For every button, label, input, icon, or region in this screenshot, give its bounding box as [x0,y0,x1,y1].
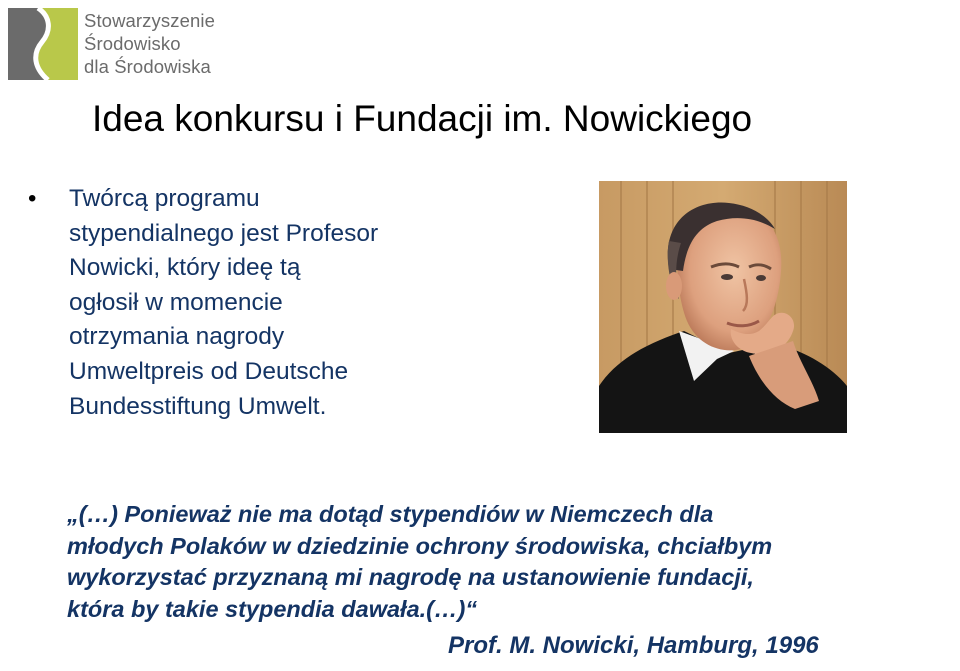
quote-line: wykorzystać przyznaną mi nagrodę na ustanowienie fundacji, [67,564,754,590]
logo-mark-icon [8,8,78,80]
slide-title: Idea konkursu i Fundacji im. Nowickiego [92,98,753,139]
bullet-line: stypendialnego jest Profesor [69,219,379,247]
bullet-line: Twórcą programu [69,185,260,212]
quote-signature: Prof. M. Nowicki, Hamburg, 1996 [448,632,819,659]
portrait-photo [599,181,847,433]
bullet-line: Umweltpreis od Deutsche [69,357,349,385]
quote-line: młodych Polaków w dziedzinie ochrony środowiska, chciałbym [67,532,773,559]
logo-line: Środowisko [84,33,181,54]
bullet-line: Nowicki, który ideę tą [69,254,301,282]
logo-line: dla Środowiska [84,56,211,77]
bullet-text [69,182,378,424]
bullet-line: Bundesstiftung Umwelt. [69,392,327,420]
quotation [67,499,772,625]
quote-line: która by takie stypendia dawała.(…)“ [67,595,478,622]
bullet-line: ogłosił w momencie [69,288,283,316]
bullet-symbol: • [28,185,37,212]
quote-line: „(…) Ponieważ nie ma dotąd stypendiów w Niemczech dla [67,501,714,527]
logo-line: Stowarzyszenie [84,10,215,31]
organization-logo [8,8,238,82]
bullet-line: otrzymania nagrody [69,323,285,351]
logo-wordmark [84,9,215,78]
